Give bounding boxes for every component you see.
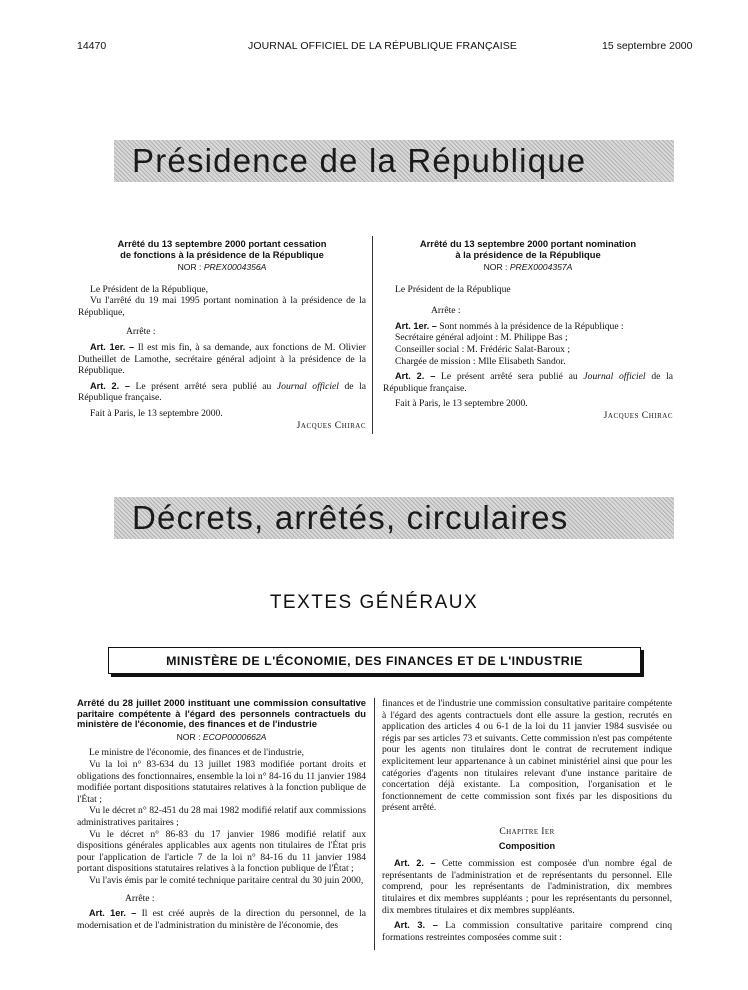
- ministry-heading-text: MINISTÈRE DE L'ÉCONOMIE, DES FINANCES ET DE L'INDUSTRIE: [166, 653, 583, 668]
- paragraph: Vu l'avis émis par le comité technique paritaire central du 30 juin 2000,: [89, 874, 364, 886]
- signature: Jacques Chirac: [603, 409, 673, 421]
- arrete-commission-continued: [382, 698, 672, 943]
- banner-presidence-text: Présidence de la République: [132, 142, 587, 179]
- arrete-label: Arrête :: [126, 326, 156, 338]
- arrete-label: Arrête :: [125, 892, 155, 904]
- page-number: 14470: [77, 40, 107, 52]
- nor-reference: NOR : PREX0004356A: [177, 262, 267, 272]
- paragraph: Vu le décret n° 82-451 du 28 mai 1982 modifié relatif aux commissions administratives paritaires ;: [77, 805, 366, 828]
- article-1: Art. 1er. – Il est mis fin, à sa demande, aux fonctions de M. Olivier Dutheillet de Lamothe, secrétaire général adjoint à la présidence de la République.: [78, 341, 366, 377]
- chapter-heading: Chapitre Ier: [499, 825, 555, 837]
- fait-a-paris: Fait à Paris, le 13 septembre 2000.: [90, 407, 223, 419]
- arrete-nomination: [383, 238, 673, 422]
- banner-decrets: [114, 497, 674, 539]
- issue-date: 15 septembre 2000: [602, 40, 693, 52]
- article-1: Art. 1er. – Sont nommés à la présidence de la République :: [395, 320, 624, 332]
- nomination-line: Conseiller social : M. Frédéric Salat-Baroux ;: [395, 343, 571, 355]
- paragraph: Vu l'arrêté du 19 mai 1995 portant nomination à la présidence de la République,: [78, 295, 366, 318]
- banner-presidence: [114, 140, 674, 182]
- article-1: Art. 1er. – Il est créé auprès de la direction du personnel, de la modernisation et de l'administration du ministère de l'économie, des: [77, 908, 366, 931]
- article-3: Art. 3. – La commission consultative paritaire comprend cinq formations restreintes composées comme suit :: [382, 920, 673, 943]
- nor-reference: NOR : PREX0004357A: [483, 262, 573, 272]
- article-2: Art. 2. – Le présent arrêté sera publié au Journal officiel de la République française.: [383, 371, 674, 394]
- banner-decrets-text: Décrets, arrêtés, circulaires: [132, 499, 569, 536]
- fait-a-paris: Fait à Paris, le 13 septembre 2000.: [395, 398, 528, 410]
- nomination-line: Secrétaire général adjoint : M. Philippe Bas ;: [395, 332, 568, 344]
- arrete-commission-title: Arrêté du 28 juillet 2000 instituant une commission consultative paritaire compétente à l'égard des personnels contractuels du ministère de l'économie, des finances et de l'industrie: [77, 697, 366, 730]
- nomination-line: Chargée de mission : Mlle Elisabeth Sandor.: [395, 355, 566, 367]
- column-divider: [374, 698, 375, 950]
- paragraph: Le Président de la République: [395, 283, 511, 295]
- chapter-subtitle: Composition: [498, 840, 556, 851]
- article-2: Art. 2. – Le présent arrêté sera publié au Journal officiel de la République française.: [78, 380, 367, 404]
- arrete-nomination-title: Arrêté du 13 septembre 2000 portant nomination à la présidence de la République: [419, 238, 637, 260]
- section-title: TEXTES GÉNÉRAUX: [269, 592, 479, 613]
- paragraph: Le ministre de l'économie, des finances et de l'industrie,: [89, 747, 304, 759]
- paragraph: Vu le décret n° 86-83 du 17 janvier 1986 modifié relatif aux dispositions générales applicables aux agents non titulaires de l'État pris pour l'application de l'article 7 de la loi n° 84-16 du 11 janvier 1984 portant dispositions statutaires relatives à la fonction publique de l'État ;: [77, 828, 366, 875]
- arrete-label: Arrête :: [431, 305, 461, 317]
- ministry-heading: [108, 647, 641, 674]
- nor-reference: NOR : ECOP0000662A: [176, 731, 267, 742]
- paragraph: Vu la loi n° 83-634 du 13 juillet 1983 modifiée portant droits et obligations des fonctionnaires, ensemble la loi n° 84-16 du 11 janvier 1984 modifiée portant dispositions statutaires relatives à la fonction publique de l'État ;: [77, 758, 366, 805]
- column-divider: [372, 236, 373, 434]
- article-2: Art. 2. – Cette commission est composée d'un nombre égal de représentants de l'administration et de représentants du personnel. Elle comprend, pour les représentants de l'administration, dix membres titulaires et dix membres suppléants ; pour les représentants du personnel, dix membres titulaires et dix membres suppléants.: [382, 858, 672, 916]
- signature: Jacques Chirac: [296, 419, 366, 431]
- journal-title: JOURNAL OFFICIEL DE LA RÉPUBLIQUE FRANÇAISE: [248, 40, 517, 52]
- arrete-cessation: [78, 238, 366, 431]
- arrete-commission: [77, 698, 366, 931]
- article-1-continued: finances et de l'industrie une commission consultative paritaire compétente à l'égard des agents contractuels dont elle assure la gestion, recrutés en application des articles 4 ou 6-1 de la loi du 11 janvier 1984 susvisée ou régis par ses articles 73 et suivants. Cette commission n'est pas compétente pour les agents non titulaires dont le contrat de recrutement indique explicitement leur appartenance à un cabinet ministériel ainsi que pour les catégories d'agents non titulaires relevant d'une instance paritaire de concertation déjà existante. La composition, l'organisation et le fonctionnement de cette commission sont fixés par les dispositions du présent arrêté.: [382, 698, 672, 814]
- paragraph: Le Président de la République,: [90, 283, 209, 295]
- arrete-cessation-title: Arrêté du 13 septembre 2000 portant cessation de fonctions à la présidence de la République: [117, 238, 327, 260]
